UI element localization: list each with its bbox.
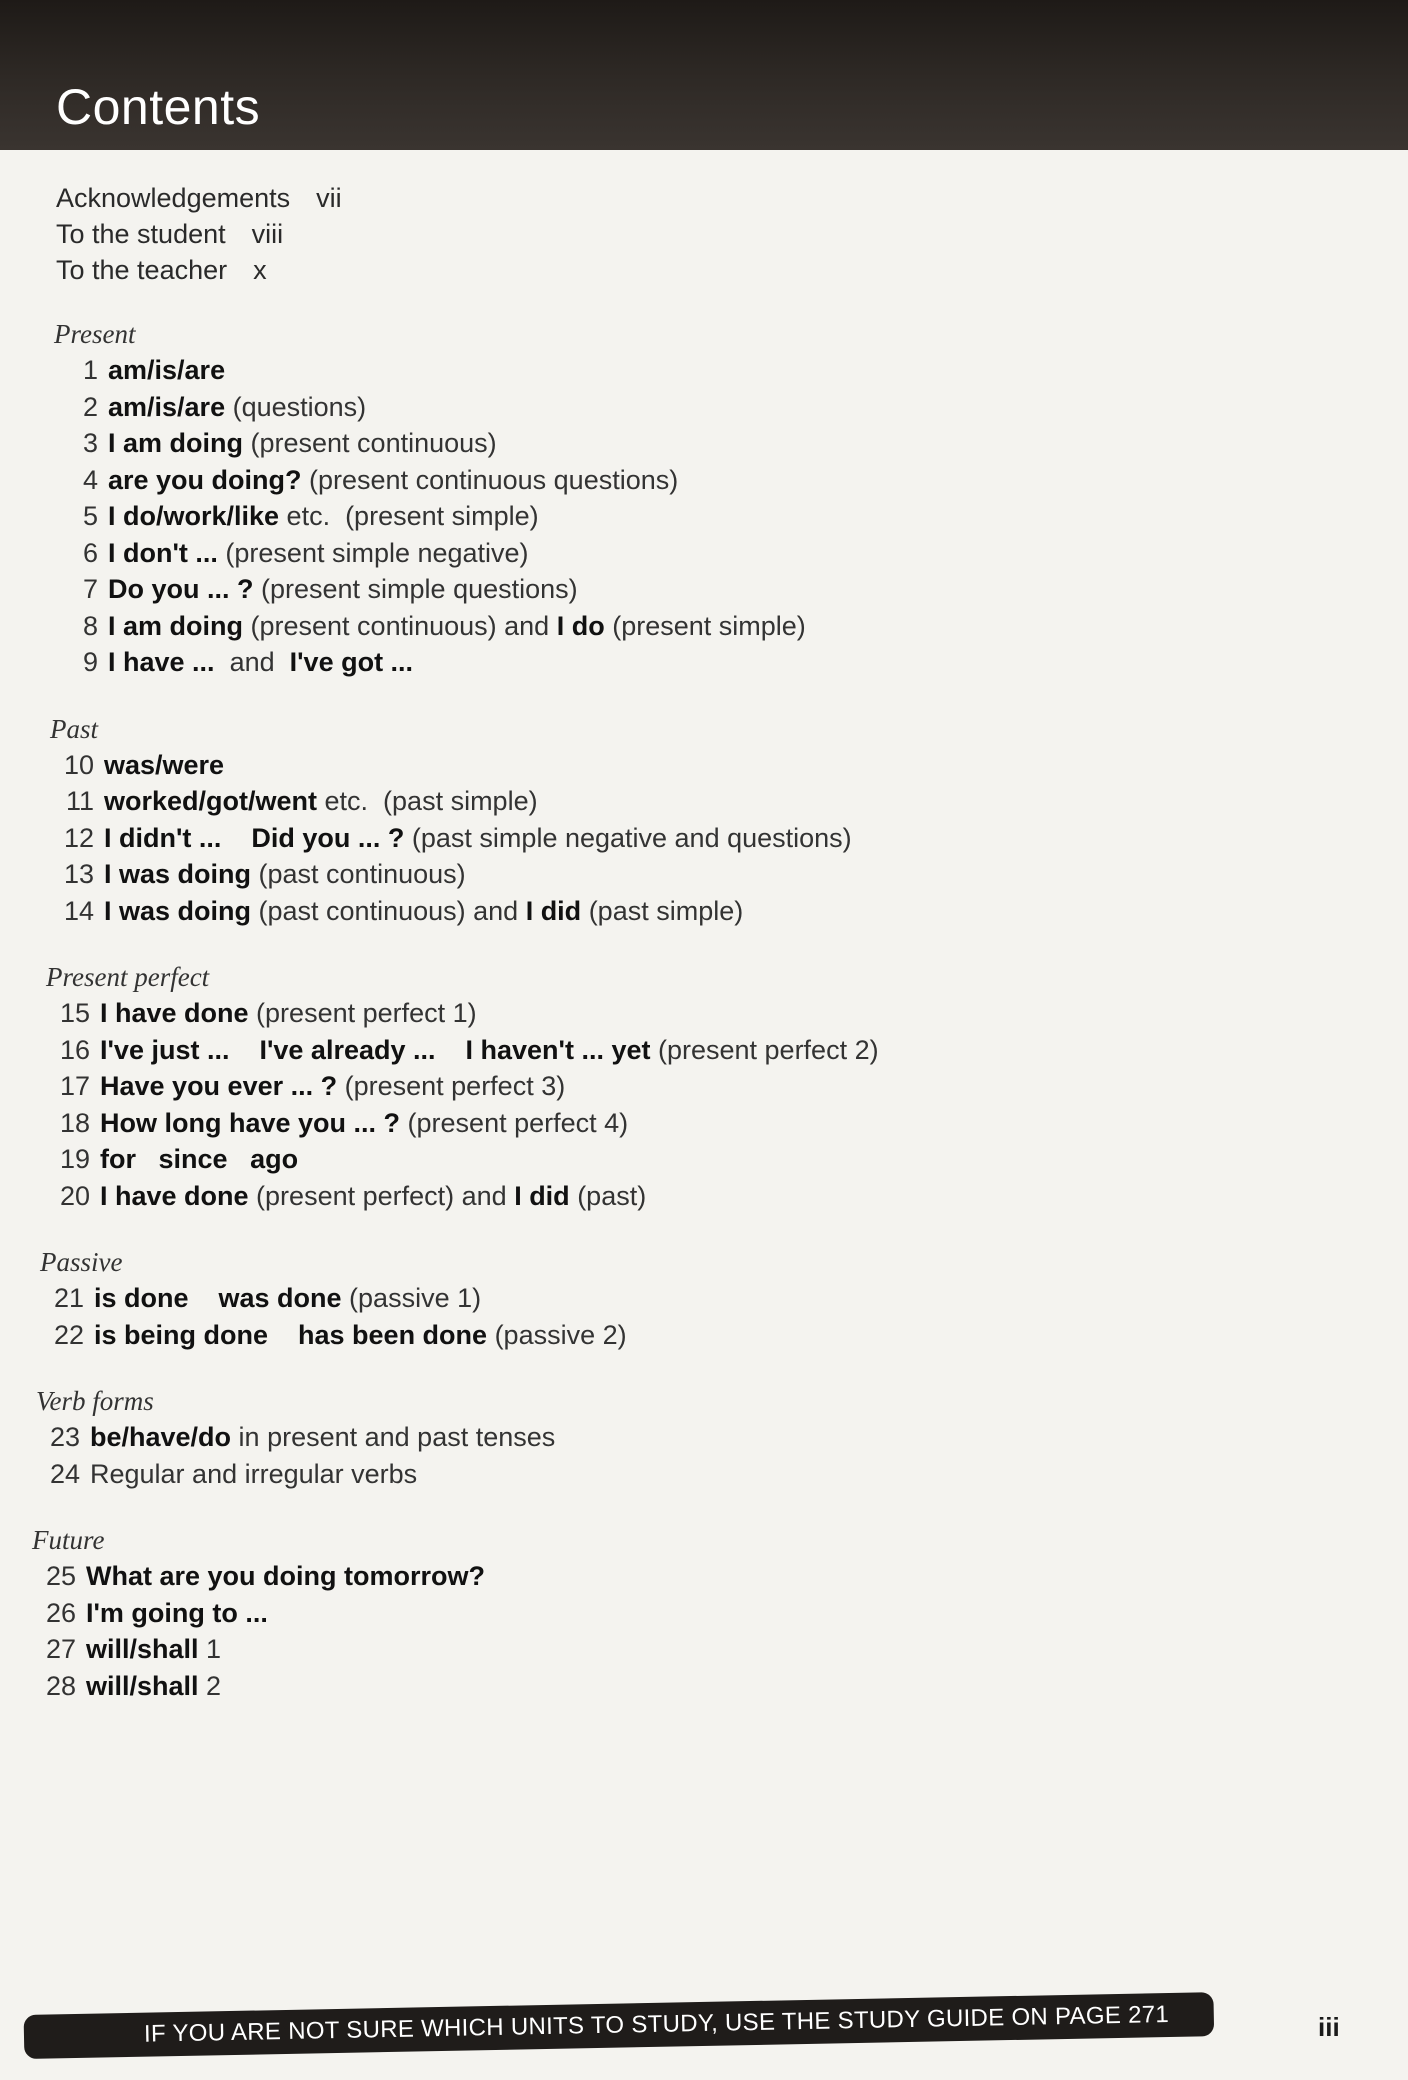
- unit-number: 10: [63, 749, 94, 780]
- page-title: Contents: [56, 79, 261, 135]
- unit-title-bold: I've just ...: [100, 1034, 230, 1065]
- unit-number: 9: [82, 647, 98, 677]
- unit-title-bold: What are you doing tomorrow?: [86, 1561, 485, 1591]
- unit-title-bold: I haven't ... yet: [465, 1034, 651, 1065]
- unit-title-bold: is done: [94, 1283, 189, 1313]
- unit-row[interactable]: [36, 1419, 1408, 1456]
- unit-number: 3: [82, 428, 98, 458]
- unit-title-bold: am/is/are: [108, 391, 226, 422]
- unit-row[interactable]: [54, 571, 1408, 608]
- unit-title-bold: for: [100, 1144, 136, 1174]
- front-matter-item[interactable]: [56, 216, 342, 252]
- contents-section: [46, 959, 1408, 1214]
- unit-number: 12: [63, 822, 94, 853]
- study-guide-banner: [24, 1992, 1215, 2059]
- unit-title-bold: will/shall: [86, 1634, 199, 1664]
- contents-section: [32, 1522, 1408, 1704]
- unit-number: 18: [59, 1107, 90, 1138]
- unit-row[interactable]: [54, 608, 1408, 645]
- unit-title-note: 2: [198, 1670, 222, 1701]
- section-title: Passive: [40, 1247, 123, 1277]
- unit-number: 13: [63, 859, 94, 889]
- front-matter-label: Acknowledgements: [56, 183, 291, 213]
- unit-number: 6: [82, 537, 98, 568]
- unit-title-note: (present continuous questions): [301, 464, 679, 495]
- unit-number: 14: [63, 895, 94, 926]
- unit-row[interactable]: [32, 1631, 1408, 1668]
- unit-title-bold: I do: [556, 610, 605, 641]
- unit-number: 23: [49, 1422, 80, 1452]
- unit-number: 22: [53, 1319, 84, 1350]
- unit-title-note: (present simple): [604, 610, 806, 641]
- unit-row[interactable]: [32, 1558, 1408, 1595]
- unit-row[interactable]: [46, 1141, 1408, 1178]
- unit-title-bold: since: [158, 1144, 228, 1174]
- unit-title-note: (present continuous): [243, 428, 497, 458]
- unit-title-bold: I have done: [100, 1180, 249, 1211]
- unit-title-note: (present continuous) and: [243, 610, 557, 641]
- unit-title-bold: I didn't ...: [104, 822, 222, 853]
- contents-section: [40, 1244, 1408, 1353]
- unit-number: 26: [45, 1597, 76, 1628]
- unit-number: 11: [65, 786, 94, 816]
- unit-title-note: (present simple questions): [253, 574, 578, 604]
- section-title: Future: [32, 1525, 105, 1555]
- unit-title-note: (passive 2): [487, 1319, 627, 1350]
- unit-number: 27: [45, 1634, 76, 1664]
- unit-title-bold: worked/got/went: [104, 786, 318, 816]
- unit-title-bold: I did: [525, 895, 582, 926]
- unit-title-bold: Did you ... ?: [251, 822, 405, 853]
- unit-title-note: etc. (past simple): [317, 786, 538, 816]
- unit-title-note: (past simple): [581, 895, 744, 926]
- front-matter-item[interactable]: [56, 252, 342, 288]
- unit-row[interactable]: [46, 995, 1408, 1032]
- unit-title-note: (passive 1): [341, 1283, 482, 1313]
- front-matter-page: viii: [251, 219, 284, 249]
- unit-number: 7: [82, 574, 98, 604]
- unit-title-note: in present and past tenses: [231, 1422, 556, 1452]
- contents-section: [50, 711, 1408, 930]
- unit-number: 28: [45, 1670, 76, 1701]
- unit-title-note: (past continuous): [251, 859, 466, 889]
- unit-row[interactable]: [50, 893, 1408, 930]
- unit-row[interactable]: [50, 747, 1408, 784]
- unit-number: 17: [59, 1071, 90, 1101]
- unit-title-note: (present perfect 4): [400, 1107, 629, 1138]
- unit-row[interactable]: [54, 535, 1408, 572]
- unit-row[interactable]: [54, 352, 1408, 389]
- unit-title-note: (present perfect 1): [248, 998, 477, 1028]
- section-title: Verb forms: [36, 1386, 154, 1416]
- contents-sections: [0, 316, 1408, 1734]
- unit-row[interactable]: [46, 1068, 1408, 1105]
- unit-title-note: and: [214, 647, 290, 677]
- unit-title-note: [136, 1144, 159, 1174]
- unit-number: 21: [53, 1283, 84, 1313]
- unit-title-bold: was/were: [104, 749, 225, 780]
- unit-title-bold: I have ...: [108, 647, 215, 677]
- unit-row[interactable]: [54, 425, 1408, 462]
- unit-row[interactable]: [32, 1595, 1408, 1632]
- unit-title-bold: Do you ... ?: [108, 574, 254, 604]
- unit-title-note: [228, 1144, 251, 1174]
- unit-number: 15: [59, 998, 90, 1028]
- unit-number: 4: [82, 464, 98, 495]
- unit-title-note: (questions): [225, 391, 367, 422]
- unit-title-bold: are you doing?: [108, 464, 302, 495]
- unit-title-bold: I am doing: [108, 610, 243, 641]
- page-number: iii: [1318, 2012, 1340, 2042]
- unit-title-bold: I did: [514, 1180, 570, 1211]
- unit-row[interactable]: [36, 1456, 1408, 1493]
- unit-title-bold: I've already ...: [259, 1034, 436, 1065]
- unit-title-note: etc. (present simple): [279, 501, 539, 531]
- unit-title-note: (past continuous) and: [251, 895, 526, 926]
- unit-title-bold: I am doing: [108, 428, 243, 458]
- unit-row[interactable]: [54, 644, 1408, 681]
- unit-row[interactable]: [46, 1032, 1408, 1069]
- unit-number: 5: [82, 501, 98, 531]
- unit-title-note: (present perfect 2): [650, 1034, 879, 1065]
- unit-title-note: (present perfect) and: [248, 1180, 515, 1211]
- unit-number: 25: [45, 1561, 76, 1591]
- unit-number: 16: [59, 1034, 90, 1065]
- unit-title-note: (past simple negative and questions): [404, 822, 852, 853]
- unit-row[interactable]: [50, 820, 1408, 857]
- unit-row[interactable]: [50, 856, 1408, 893]
- unit-row[interactable]: [46, 1178, 1408, 1215]
- header-bar: [0, 0, 1408, 150]
- unit-row[interactable]: [50, 783, 1408, 820]
- unit-title-note: (present perfect 3): [337, 1071, 566, 1101]
- unit-number: 19: [59, 1144, 90, 1174]
- unit-title-bold: I have done: [100, 998, 249, 1028]
- unit-title-note: 1: [198, 1634, 222, 1664]
- unit-title-note: (present simple negative): [217, 537, 529, 568]
- unit-title-bold: I do/work/like: [108, 501, 280, 531]
- front-matter-label: To the teacher: [56, 255, 228, 285]
- unit-number: 1: [82, 355, 98, 385]
- unit-title-bold: I was doing: [104, 859, 252, 889]
- unit-row[interactable]: [32, 1668, 1408, 1705]
- unit-title-bold: be/have/do: [90, 1422, 232, 1452]
- unit-row[interactable]: [46, 1105, 1408, 1142]
- unit-title-bold: I'm going to ...: [86, 1597, 268, 1628]
- front-matter-item[interactable]: [56, 180, 342, 216]
- unit-number: 2: [82, 391, 98, 422]
- contents-section: [54, 316, 1408, 681]
- unit-title-bold: How long have you ... ?: [100, 1107, 401, 1138]
- unit-row[interactable]: [54, 498, 1408, 535]
- unit-number: 24: [49, 1458, 80, 1489]
- section-title: Past: [50, 713, 99, 744]
- unit-title-bold: I don't ...: [108, 537, 218, 568]
- unit-title-bold: I've got ...: [289, 647, 414, 677]
- unit-title-bold: was done: [218, 1283, 342, 1313]
- unit-title-note: Regular and irregular verbs: [90, 1458, 418, 1489]
- unit-number: 20: [59, 1180, 90, 1211]
- unit-row[interactable]: [40, 1317, 1408, 1354]
- study-guide-banner-text: IF YOU ARE NOT SURE WHICH UNITS TO STUDY, USE THE STUDY GUIDE ON PAGE 271: [143, 2001, 1170, 2048]
- front-matter-label: To the student: [56, 219, 226, 249]
- front-matter-page: vii: [316, 183, 342, 213]
- front-matter-list: [56, 180, 342, 288]
- unit-row[interactable]: [40, 1280, 1408, 1317]
- unit-title-note: (past): [569, 1180, 647, 1211]
- unit-number: 8: [82, 610, 98, 641]
- unit-title-bold: will/shall: [86, 1670, 199, 1701]
- unit-row[interactable]: [54, 389, 1408, 426]
- unit-title-bold: am/is/are: [108, 355, 226, 385]
- section-title: Present perfect: [46, 962, 210, 992]
- unit-title-bold: has been done: [298, 1319, 488, 1350]
- section-title: Present: [54, 319, 136, 349]
- unit-title-bold: I was doing: [104, 895, 252, 926]
- unit-row[interactable]: [54, 462, 1408, 499]
- unit-title-bold: is being done: [94, 1319, 269, 1350]
- unit-title-bold: Have you ever ... ?: [100, 1071, 338, 1101]
- front-matter-page: x: [253, 255, 267, 285]
- unit-title-bold: ago: [250, 1144, 299, 1174]
- contents-section: [36, 1383, 1408, 1492]
